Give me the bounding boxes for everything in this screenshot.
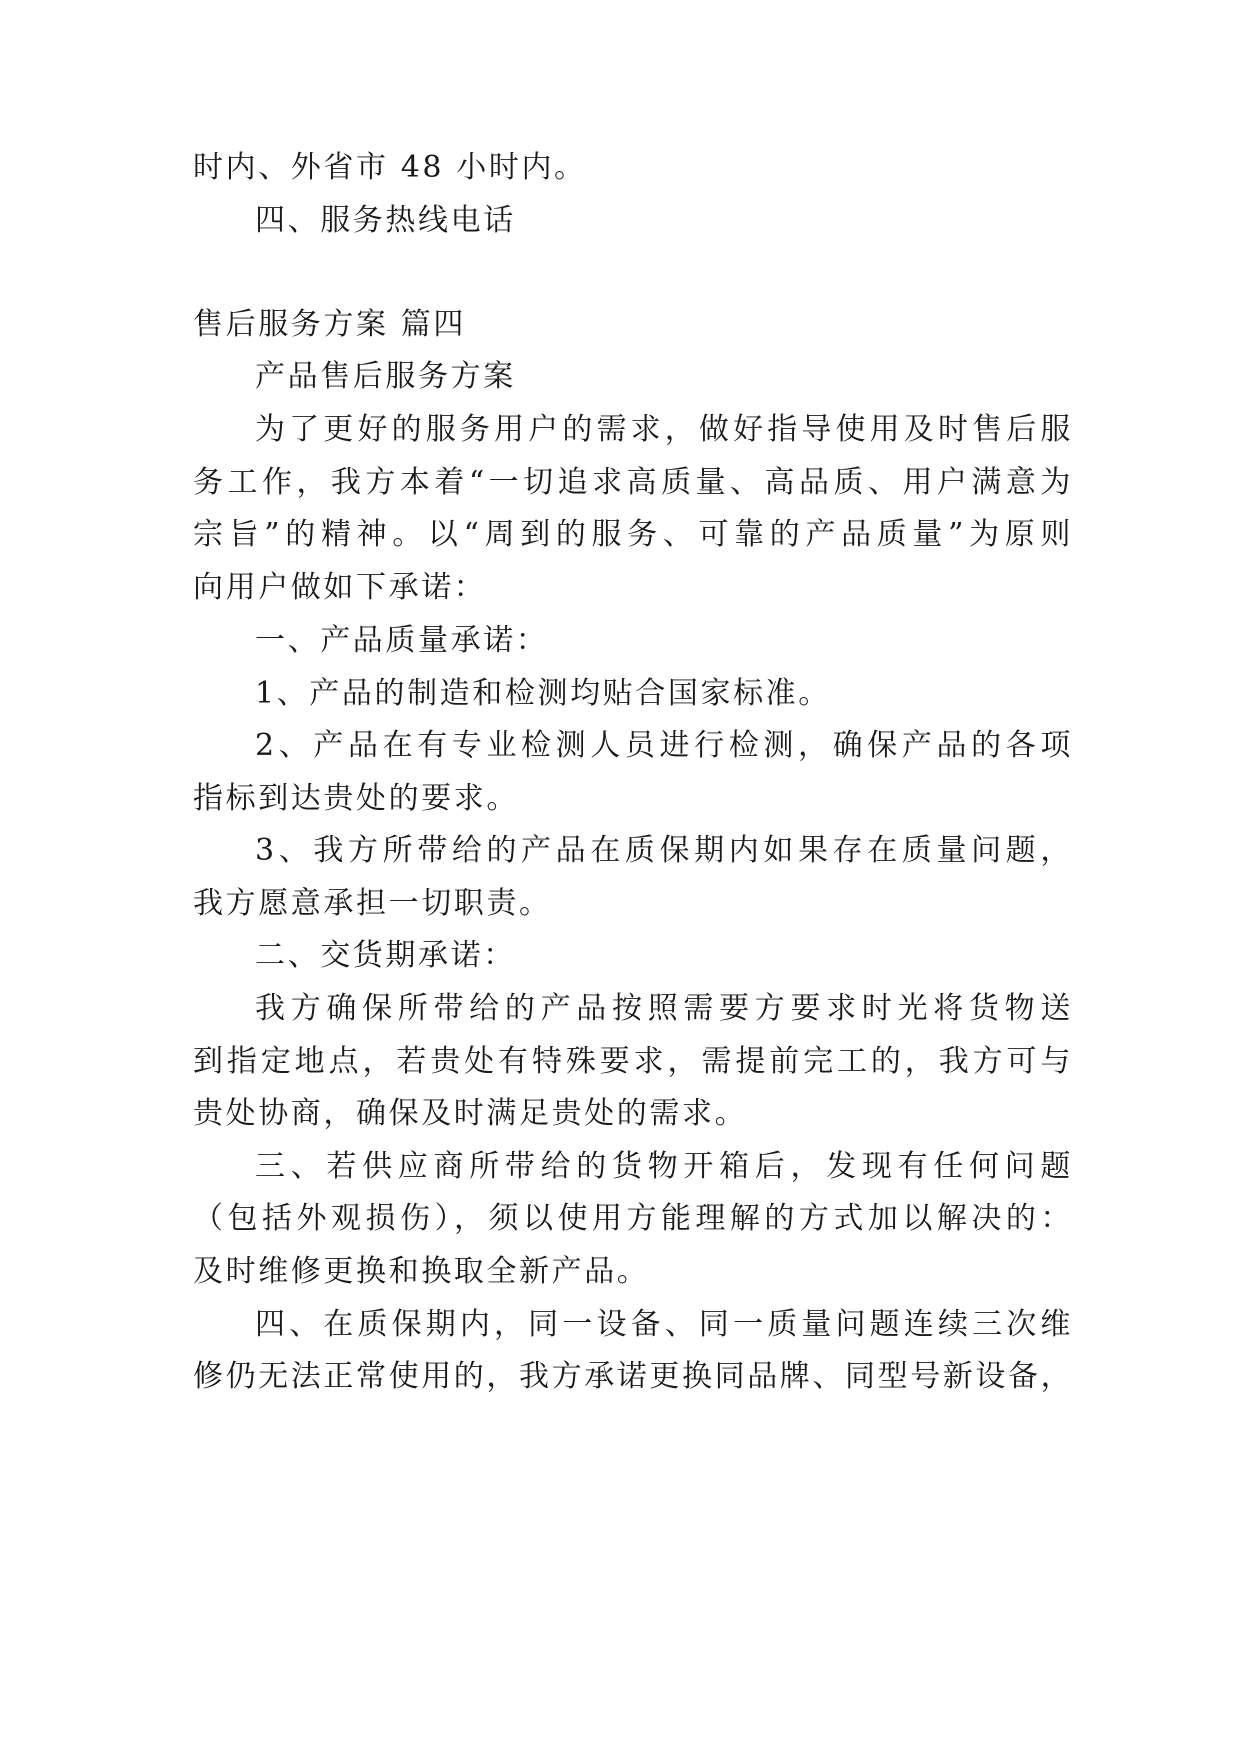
text-line: 宗旨”的精神。以“周到的服务、可靠的产品质量”为原则 — [193, 517, 1073, 552]
text-line: 务工作，我方本着“一切追求高质量、高品质、用户满意为 — [193, 465, 1073, 500]
text-line: 我方确保所带给的产品按照需要方要求时光将货物送 — [255, 991, 1073, 1026]
text-line: 向用户做如下承诺： — [193, 570, 487, 605]
section-heading: 四、服务热线电话 — [255, 203, 516, 238]
document-title: 产品售后服务方案 — [255, 359, 516, 394]
text-line: 为了更好的服务用户的需求，做好指导使用及时售后服 — [255, 412, 1073, 447]
list-item: 1、产品的制造和检测均贴合国家标准。 — [255, 676, 831, 711]
list-item: 3、我方所带给的产品在质保期内如果存在质量问题， — [255, 833, 1073, 868]
text-line: 指标到达贵处的要求。 — [193, 781, 519, 816]
text-line: 贵处协商，确保及时满足贵处的需求。 — [193, 1096, 748, 1131]
text-line: 修仍无法正常使用的，我方承诺更换同品牌、同型号新设备， — [193, 1359, 1074, 1394]
text-line: 到指定地点，若贵处有特殊要求，需提前完工的，我方可与 — [193, 1044, 1073, 1079]
text-line: 及时维修更换和换取全新产品。 — [193, 1254, 650, 1289]
chapter-title: 售后服务方案 篇四 — [193, 307, 466, 342]
list-item: 2、产品在有专业检测人员进行检测，确保产品的各项 — [255, 728, 1073, 763]
text-line: 时内、外省市 48 小时内。 — [193, 150, 587, 185]
text-line: （包括外观损伤），须以使用方能理解的方式加以解决的： — [193, 1201, 1073, 1236]
text-line: 四、在质保期内，同一设备、同一质量问题连续三次维 — [255, 1307, 1073, 1342]
text-line: 三、若供应商所带给的货物开箱后，发现有任何问题 — [255, 1149, 1073, 1184]
section-heading: 二、交货期承诺： — [255, 938, 516, 973]
section-heading: 一、产品质量承诺： — [255, 623, 549, 658]
text-line: 我方愿意承担一切职责。 — [193, 886, 552, 921]
